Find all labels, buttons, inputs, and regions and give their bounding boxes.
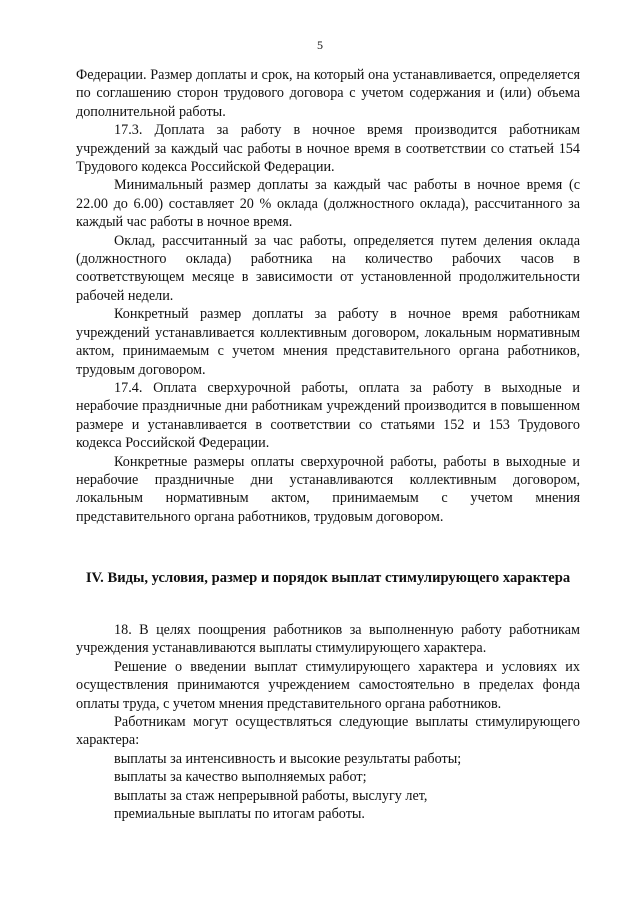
list-item: выплаты за качество выполняемых работ; [114,769,367,786]
paragraph-18: 18. В целях поощрения работников за выполненную работу работникам учреждения устанавливаются выплаты стимулирующего характера. [76,622,580,657]
paragraph-night-specific: Конкретный размер доплаты за работу в ночное время работникам учреждений устанавливается коллективным договором, локальным нормативным актом, принимаемым с учетом мнения представительного органа работников, трудовым договором. [76,306,580,378]
section-heading: IV. Виды, условия, размер и порядок выплат стимулирующего характера [85,570,571,586]
paragraph-payments-intro: Работникам могут осуществляться следующие выплаты стимулирующего характера: [76,714,580,749]
paragraph-continuation: Федерации. Размер доплаты и срок, на который она устанавливается, определяется по соглашению сторон трудового договора с учетом содержания и (или) объема дополнительной работы. [76,67,580,120]
paragraph-hourly-rate: Оклад, рассчитанный за час работы, определяется путем деления оклада (должностного оклада) работника на количество рабочих часов в соответствующем месяце в зависимости от установленной продолжительности рабочей недели. [76,232,580,304]
paragraph-night-minimum: Минимальный размер доплаты за каждый час работы в ночное время (с 22.00 до 6.00) составляет 20 % оклада (должностного оклада), рассчитанного за каждый час работы в ночное время. [76,177,580,231]
text-block-top [76,66,580,526]
page-number: 5 [317,38,323,52]
text-block-bottom [76,621,580,823]
paragraph-17-4: 17.4. Оплата сверхурочной работы, оплата за работу в выходные и нерабочие праздничные дни работникам учреждений производится в повышенном размере и устанавливается в соответствии со статьями 152 и 153 Трудового кодекса Российской Федерации. [76,379,580,452]
paragraph-overtime-specific: Конкретные размеры оплаты сверхурочной работы, работы в выходные и нерабочие праздничные дни устанавливаются коллективным договором, локальным нормативным актом, принимаемым с учетом мнения представительного органа работников, трудовым договором. [76,453,580,525]
list-item: выплаты за стаж непрерывной работы, выслугу лет, [114,787,428,804]
paragraph-decision: Решение о введении выплат стимулирующего характера и условиях их осуществления принимаются учреждением самостоятельно в пределах фонда оплаты труда, с учетом мнения представительного органа работников. [76,658,580,712]
list-item: выплаты за интенсивность и высокие результаты работы; [114,750,462,767]
paragraph-17-3: 17.3. Доплата за работу в ночное время производится работникам учреждений за каждый час работы в ночное время в соответствии со статьей 154 Трудового кодекса Российской Федерации. [76,122,580,176]
list-item: премиальные выплаты по итогам работы. [114,806,365,823]
